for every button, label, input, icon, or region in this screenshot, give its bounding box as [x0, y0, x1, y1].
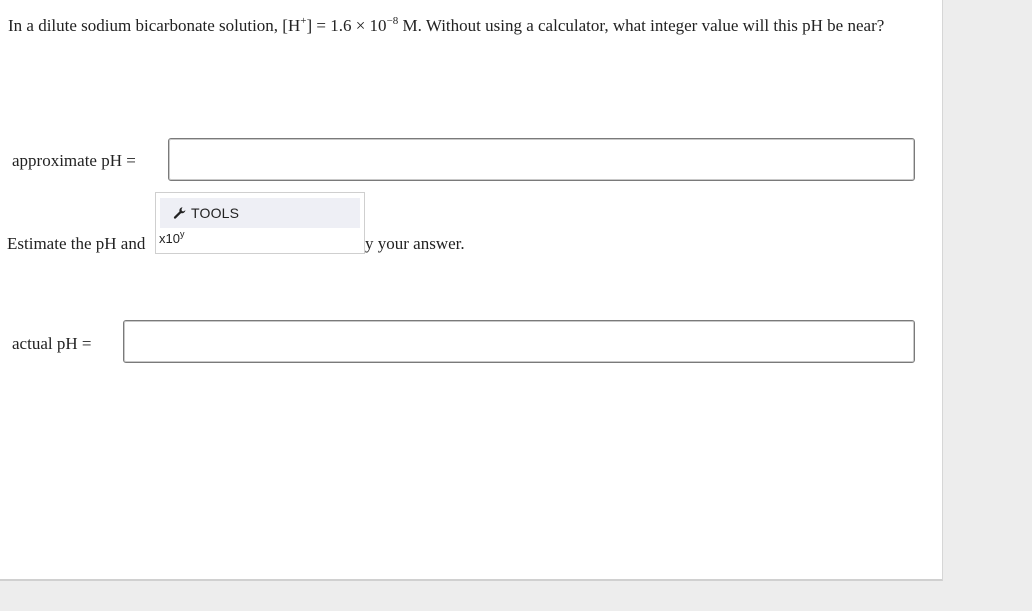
estimate-instruction-start: Estimate the pH and [7, 234, 146, 253]
approximate-ph-input[interactable] [168, 138, 915, 181]
wrench-icon [173, 206, 187, 220]
estimate-instruction-end: y your answer. [365, 234, 465, 253]
tools-button[interactable] [160, 198, 360, 228]
tools-popup [155, 192, 365, 254]
actual-ph-input[interactable] [123, 320, 915, 363]
x10-exponent-button[interactable]: x10$^y$ [159, 229, 185, 246]
tools-label: TOOLS [191, 205, 240, 221]
approximate-ph-label: approximate pH = [12, 151, 136, 170]
question-text: In a dilute sodium bicarbonate solution, $[H^+] = 1.6 \times 10^{-8}$ M. Without using a calculator, what integer value will this pH be near? [8, 15, 885, 35]
actual-ph-label: actual pH = [12, 334, 92, 353]
